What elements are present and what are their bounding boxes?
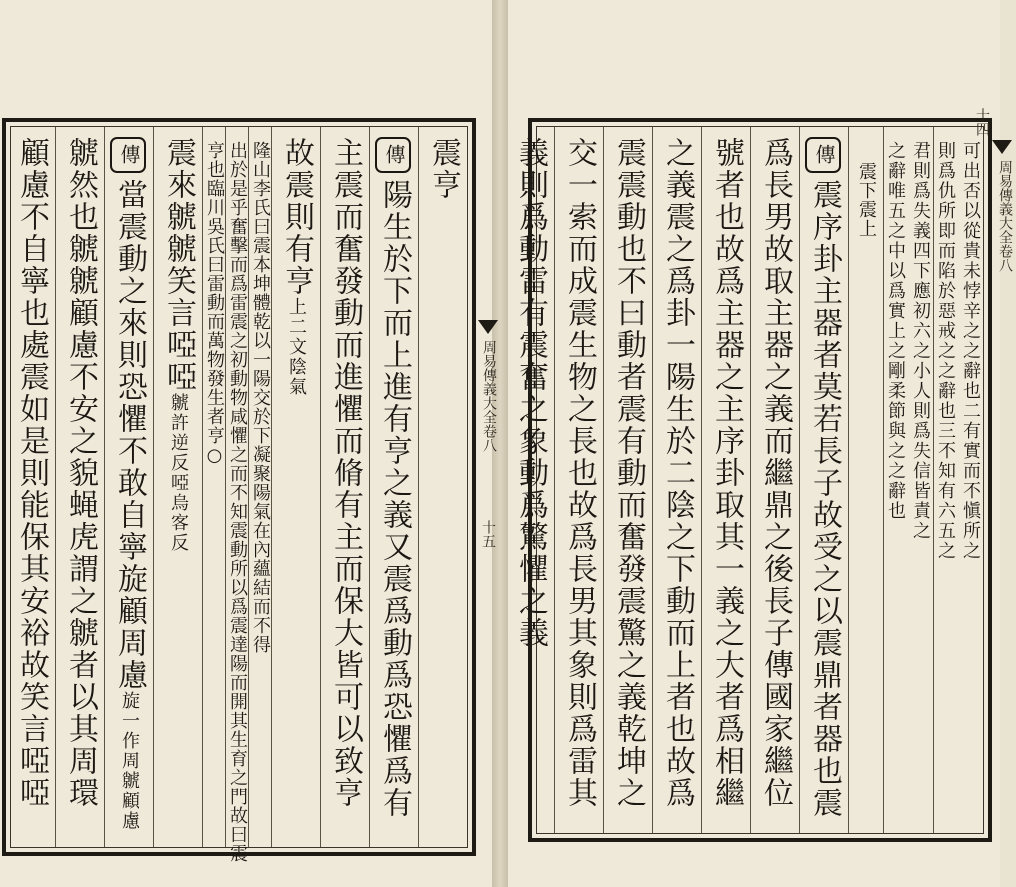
zhen-hexagram-icon (849, 141, 883, 156)
text-column: 故震則有亨上二文陰氣 (271, 127, 320, 847)
text-column: 虩然也虩虩顧慮不安之貌蝇虎謂之虩者以其周環 (55, 127, 104, 847)
commentary-mark-icon: 傳 (805, 137, 841, 173)
text-column: 傳當震動之來則恐懼不敢自寧旋顧周慮旋一作周虩顧慮 (104, 127, 153, 847)
note-column: 亨也臨川吳氏曰雷動而萬物發生者亨○ (202, 127, 225, 847)
note-column: 可出否以從貴未悖辛之之辭也二有實而不愼所之 則爲仇所即而陷於惡戒之之辭也三不知有六五之 (933, 127, 983, 833)
page-number: 十五 (480, 520, 496, 548)
hexagram-heading: 震亨 (426, 137, 461, 201)
right-page-frame (513, 118, 992, 842)
page-edge-title: 周易傳義大全卷八 (481, 340, 497, 452)
commentary-mark-icon: 傳 (375, 137, 411, 173)
text-column: 義則爲動雷有震奮之象動爲驚懼之義 (513, 137, 548, 649)
text-column: 傳震序卦主器者莫若長子故受之以震鼎者器也震 (799, 127, 848, 833)
text-column: 傳陽生於下而上進有亨之義又震爲動爲恐懼爲有 (369, 127, 418, 847)
page-number: 十四 (974, 108, 990, 136)
text-column: 震來虩虩笑言啞啞虩許逆反啞烏客反 (153, 127, 202, 847)
text-column: 顧慮不自寧也處震如是則能保其安裕故笑言啞啞 (14, 137, 49, 809)
commentary-mark-icon: 傳 (110, 137, 146, 173)
text-column: 主震而奮發動而進懼而脩有主而保大皆可以致亨 (320, 127, 369, 847)
text-column: 交一索而成震生物之長也故爲長男其象則爲雷其 (554, 127, 603, 833)
hexagram-column: 震下震上 (848, 127, 883, 833)
note-column: 出於是乎奮擊而爲雷震之初動物咸懼之而不知震動所以爲震達陽而開其生育之門故曰震 (225, 127, 248, 847)
heading-column (418, 127, 467, 847)
text-column: 之義震之爲卦一陽生於二陰之下動而上者也故爲 (652, 127, 701, 833)
note-column: 隆山李氏曰震本坤體乾以一陽交於下凝聚陽氣在內蘊結而不得 (248, 127, 271, 847)
note-column: 君則爲失義四下應初六之小人則爲失信皆責之 之辭唯五之中以爲實上之剛柔節與之之辭也 (883, 127, 933, 833)
fishtail-mark-icon (992, 140, 1012, 154)
page-edge-title: 周易傳義大全卷八 (997, 160, 1013, 272)
text-column: 震震動也不曰動者震有動而奮發震驚之義乾坤之 (603, 127, 652, 833)
fishtail-mark-icon (478, 320, 498, 334)
text-column: 號者也故爲主器之主序卦取其一義之大者爲相繼 (701, 127, 750, 833)
left-page-frame (2, 118, 476, 863)
text-column: 爲長男故取主器之義而繼鼎之後長子傳國家繼位 (750, 127, 799, 833)
